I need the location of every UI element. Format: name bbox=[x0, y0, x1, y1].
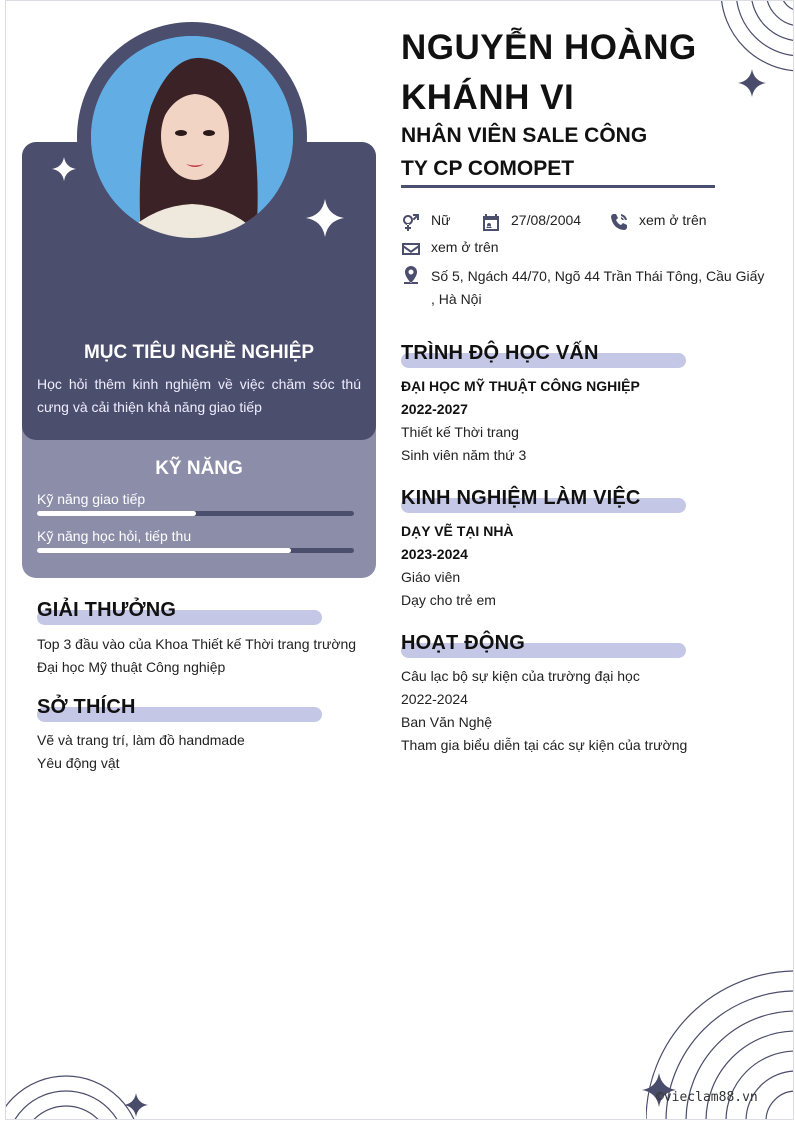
location-pin-icon bbox=[401, 265, 421, 285]
skill-bar bbox=[37, 511, 354, 516]
experience-company: DẠY VẼ TẠI NHÀ bbox=[401, 523, 514, 539]
email-icon bbox=[401, 239, 421, 259]
position-line: NHÂN VIÊN SALE CÔNG bbox=[401, 124, 648, 147]
awards-title: GIẢI THƯỞNG bbox=[37, 599, 177, 621]
sparkle-icon bbox=[306, 199, 344, 237]
skill-label: Kỹ năng giao tiếp bbox=[37, 491, 146, 507]
skill-item bbox=[37, 528, 355, 553]
contact-address bbox=[401, 265, 771, 311]
hobbies-title: SỞ THÍCH bbox=[37, 696, 136, 718]
gender-value: Nữ bbox=[431, 212, 451, 228]
awards-heading bbox=[37, 599, 176, 629]
calendar-icon bbox=[481, 212, 501, 232]
position-line: TY CP COMOPET bbox=[401, 157, 575, 180]
activities-years: 2022-2024 bbox=[401, 691, 468, 707]
sparkle-icon bbox=[124, 1093, 148, 1117]
skill-label: Kỹ năng học hỏi, tiếp thu bbox=[37, 528, 192, 544]
hobby-line: Vẽ và trang trí, làm đồ handmade bbox=[37, 732, 245, 748]
skills-title: KỸ NĂNG bbox=[155, 458, 243, 479]
skill-bar bbox=[37, 548, 354, 553]
activities-desc: Tham gia biểu diễn tại các sự kiện của trường bbox=[401, 737, 688, 753]
skill-bar-fill bbox=[37, 511, 196, 516]
contact-birthday bbox=[481, 212, 581, 232]
experience-desc: Dạy cho trẻ em bbox=[401, 592, 496, 608]
education-note: Sinh viên năm thứ 3 bbox=[401, 447, 527, 463]
name-line: NGUYỄN HOÀNG bbox=[401, 28, 697, 67]
header-divider bbox=[401, 185, 715, 188]
gender-icon bbox=[401, 212, 421, 232]
hobbies-heading bbox=[37, 696, 136, 726]
contact-email bbox=[401, 239, 499, 259]
cv-page bbox=[5, 0, 794, 1120]
awards-line: Đại học Mỹ thuật Công nghiệp bbox=[37, 659, 226, 675]
watermark: ©vieclam88.vn bbox=[656, 1090, 758, 1105]
experience-heading bbox=[401, 487, 641, 517]
hobby-line: Yêu động vật bbox=[37, 755, 120, 771]
activities-org: Câu lạc bộ sự kiện của trường đại học bbox=[401, 668, 640, 684]
education-heading bbox=[401, 342, 599, 372]
activities-title: HOẠT ĐỘNG bbox=[401, 632, 526, 654]
contact-phone bbox=[609, 212, 707, 232]
experience-years: 2023-2024 bbox=[401, 546, 468, 562]
contact-gender bbox=[401, 212, 450, 232]
education-school: ĐẠI HỌC MỸ THUẬT CÔNG NGHIỆP bbox=[401, 378, 640, 394]
activities-role: Ban Văn Nghệ bbox=[401, 714, 493, 730]
skill-bar-fill bbox=[37, 548, 291, 553]
name-line: KHÁNH VI bbox=[401, 78, 575, 117]
full-name bbox=[401, 23, 697, 123]
education-major: Thiết kế Thời trang bbox=[401, 424, 519, 440]
activities-heading bbox=[401, 632, 525, 662]
skill-item bbox=[37, 491, 355, 516]
address-value: Số 5, Ngách 44/70, Ngõ 44 Trần Thái Tông, Cầu Giấy , Hà Nội bbox=[431, 268, 765, 307]
awards-line: Top 3 đầu vào của Khoa Thiết kế Thời trang trường bbox=[37, 636, 357, 652]
education-years: 2022-2027 bbox=[401, 401, 468, 417]
job-position bbox=[401, 119, 647, 185]
avatar bbox=[91, 36, 293, 238]
objective-text: Học hỏi thêm kinh nghiệm về việc chăm sóc thú cưng và cải thiện khả năng giao tiếp bbox=[37, 376, 361, 415]
email-value: xem ở trên bbox=[431, 239, 499, 255]
phone-icon bbox=[609, 212, 629, 232]
objective-title: MỤC TIÊU NGHỀ NGHIỆP bbox=[83, 342, 315, 363]
sparkle-icon bbox=[738, 69, 766, 97]
sparkle-icon bbox=[52, 157, 76, 181]
experience-role: Giáo viên bbox=[401, 569, 461, 585]
experience-title: KINH NGHIỆM LÀM VIỆC bbox=[401, 487, 641, 509]
phone-value: xem ở trên bbox=[639, 212, 707, 228]
birthday-value: 27/08/2004 bbox=[511, 212, 582, 228]
education-title: TRÌNH ĐỘ HỌC VẤN bbox=[401, 342, 599, 364]
